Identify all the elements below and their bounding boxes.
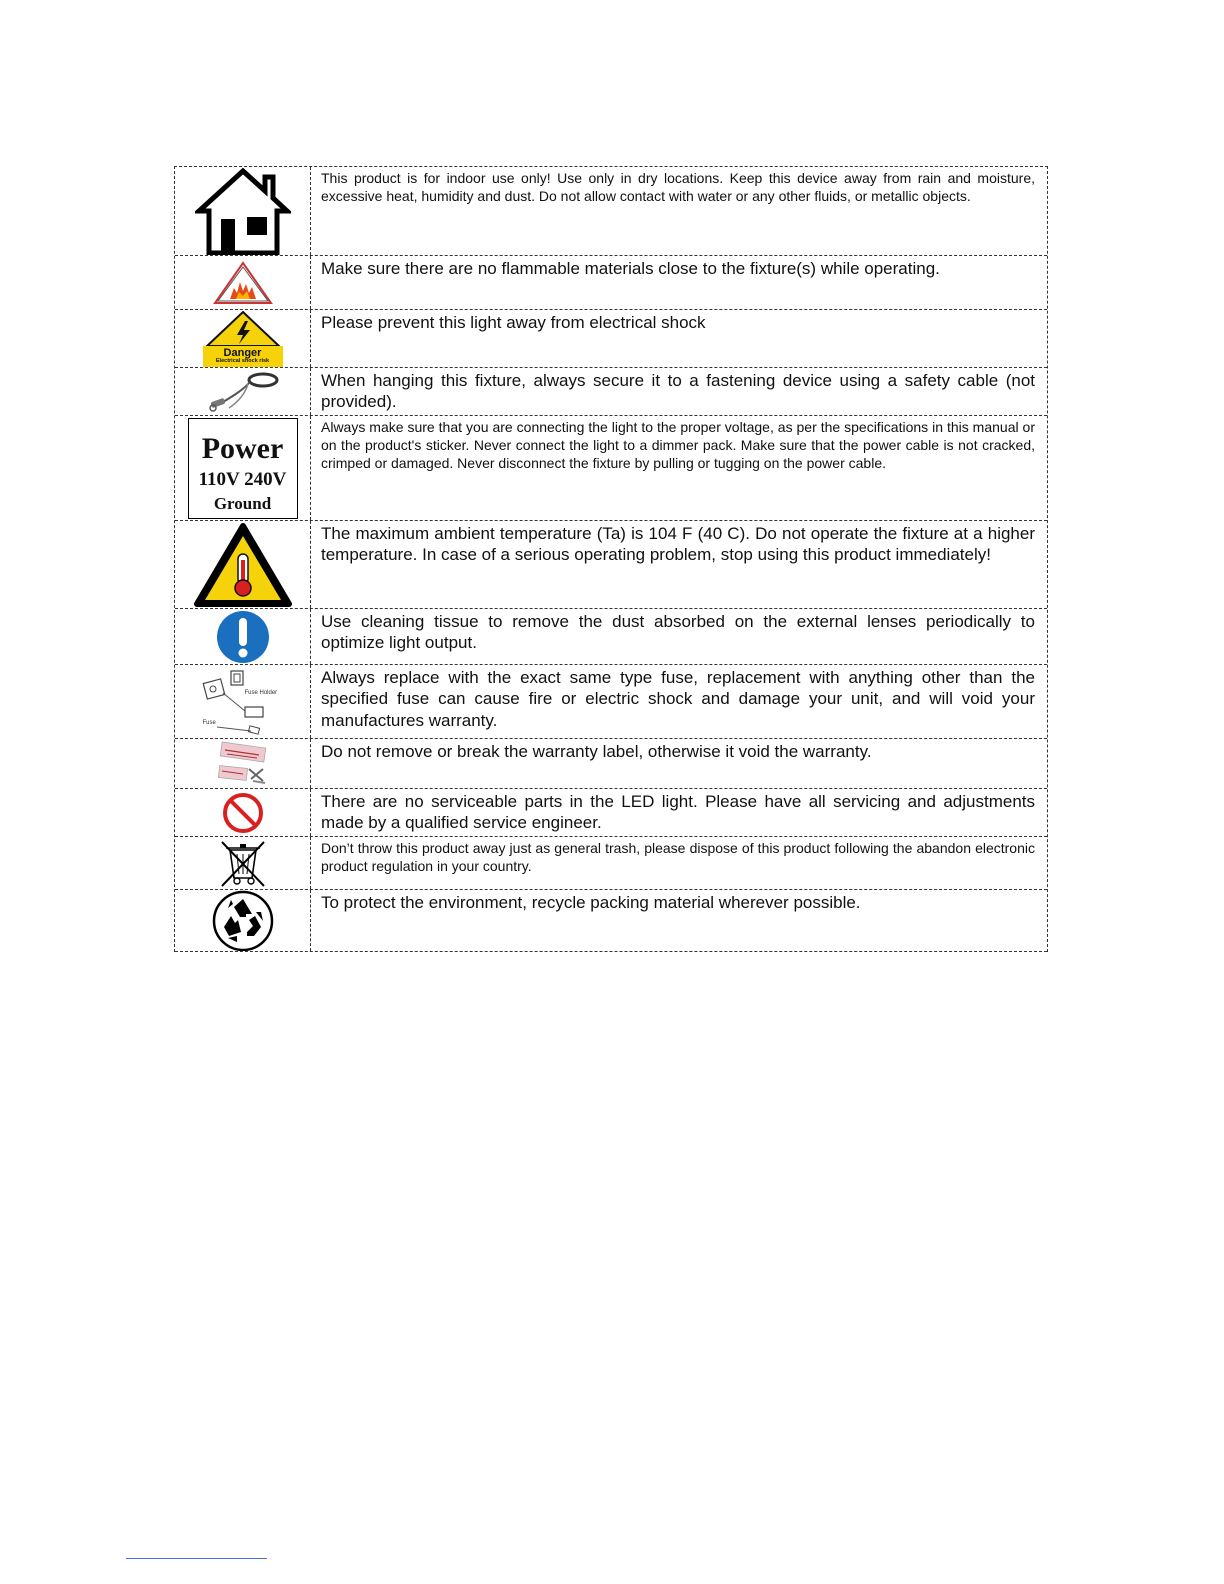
row-text: Always make sure that you are connecting the light to the proper voltage, as per the specifications in this manual or on the product's sticker. Never connect the light to a dimmer pack. Make sure that the power cable is not cracked, crimped or damaged. Never disconnect the fixture by pulling or tugging on the power cable. [321, 419, 1035, 472]
row-text: Always replace with the exact same type fuse, replacement with anything other than the specified fuse can cause fire or electric shock and damage your unit, and will void your manufactures warranty. [321, 668, 1035, 730]
icon-cell [175, 416, 311, 520]
table-row [175, 739, 1047, 789]
fuse-diagram-icon [201, 667, 285, 737]
table-row [175, 837, 1047, 890]
warranty-label-icon [213, 741, 273, 787]
table-row [175, 609, 1047, 665]
row-text: Don’t throw this product away just as general trash, please dispose of this product following the abandon electronic product regulation in your country. [321, 840, 1035, 875]
icon-cell [175, 890, 311, 951]
row-text: The maximum ambient temperature (Ta) is 104 F (40 C). Do not operate the fixture at a higher temperature. In case of a serious operating problem, stop using this product immediately! [321, 524, 1035, 565]
power-sign-line3: Ground [213, 493, 272, 513]
prohibited-icon [221, 791, 265, 835]
table-row [175, 167, 1047, 256]
flammable-warning-icon [212, 260, 274, 306]
icon-cell [175, 789, 311, 836]
table-row [175, 665, 1047, 739]
row-text: There are no serviceable parts in the LED light. Please have all servicing and adjustments made by a qualified service engineer. [321, 792, 1035, 833]
icon-cell [175, 609, 311, 664]
temperature-warning-icon [193, 522, 293, 608]
recycle-icon [211, 890, 275, 951]
power-voltage-icon [188, 418, 298, 519]
electrical-danger-icon [203, 311, 283, 367]
icon-cell [175, 256, 311, 309]
danger-sign-title: Danger [223, 347, 262, 359]
table-row [175, 521, 1047, 609]
icon-cell [175, 521, 311, 608]
safety-table [174, 166, 1048, 952]
danger-sign-subtitle: Electrical shock risk [215, 358, 270, 364]
icon-cell [175, 739, 311, 788]
table-row [175, 310, 1047, 368]
house-icon [195, 167, 291, 255]
power-sign-line1: Power [201, 431, 284, 465]
fuse-label: Fuse [202, 719, 216, 726]
table-row [175, 789, 1047, 837]
row-text: Use cleaning tissue to remove the dust absorbed on the external lenses periodically to optimize light output. [321, 612, 1035, 653]
table-row [175, 256, 1047, 310]
row-text: To protect the environment, recycle packing material wherever possible. [321, 893, 861, 912]
icon-cell [175, 368, 311, 415]
fuse-holder-label: Fuse Holder [244, 689, 278, 696]
table-row [175, 890, 1047, 952]
row-text: When hanging this fixture, always secure it to a fastening device using a safety cable (not provided). [321, 371, 1035, 412]
row-text: Make sure there are no flammable materials close to the fixture(s) while operating. [321, 259, 940, 278]
row-text: Please prevent this light away from electrical shock [321, 313, 706, 332]
icon-cell [175, 167, 311, 255]
row-text: Do not remove or break the warranty label, otherwise it void the warranty. [321, 742, 872, 761]
row-text: This product is for indoor use only! Use only in dry locations. Keep this device away from rain and moisture, excessive heat, humidity and dust. Do not allow contact with water or any other fluids, or metallic objects. [321, 170, 1035, 205]
power-sign-line2: 110V 240V [198, 468, 287, 490]
icon-cell [175, 837, 311, 889]
footnote-separator [126, 1558, 267, 1559]
safety-cable-icon [203, 370, 283, 414]
exclamation-icon [213, 610, 273, 664]
table-row [175, 416, 1047, 521]
icon-cell [175, 310, 311, 367]
weee-bin-icon [218, 838, 268, 888]
icon-cell [175, 665, 311, 738]
table-row [175, 368, 1047, 416]
